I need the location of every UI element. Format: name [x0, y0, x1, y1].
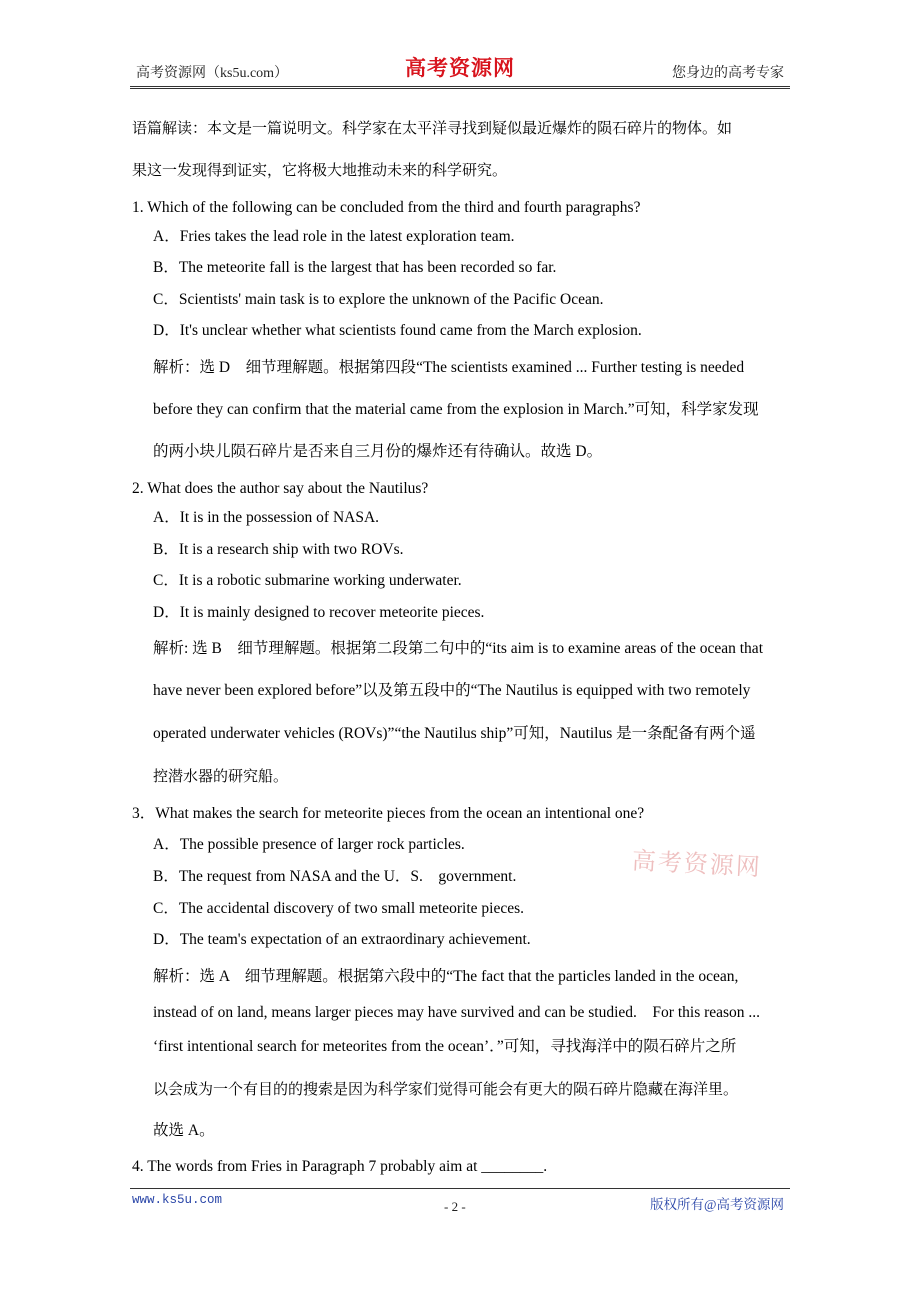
q1-option-d: D．It's unclear whether what scientists found came from the March explosion.: [153, 322, 642, 339]
footer-copyright: 版权所有@高考资源网: [650, 1197, 784, 1212]
q2-question: 2. What does the author say about the Nautilus?: [132, 480, 429, 497]
q1-option-c: C．Scientists' main task is to explore the unknown of the Pacific Ocean.: [153, 291, 604, 308]
q1-analysis-line-1: 解析：选 D 细节理解题。根据第四段“The scientists examined ... Further testing is needed: [153, 359, 745, 376]
header-site-name: 高考资源网（ks5u.com）: [136, 66, 289, 81]
header-divider-secondary: [130, 88, 790, 89]
q3-option-b: B．The request from NASA and the U．S. government.: [153, 868, 517, 885]
q1-analysis-line-3: 的两小块儿陨石碎片是否来自三月份的爆炸还有待确认。故选 D。: [153, 443, 603, 460]
q2-option-d: D．It is mainly designed to recover meteorite pieces.: [153, 604, 485, 621]
q2-option-a: A．It is in the possession of NASA.: [153, 509, 380, 526]
q3-analysis-line-1: 解析：选 A 细节理解题。根据第六段中的“The fact that the particles landed in the ocean,: [153, 968, 739, 985]
q2-analysis-line-3: operated underwater vehicles (ROVs)”“the Nautilus ship”可知，Nautilus 是一条配备有两个遥: [153, 725, 756, 742]
q4-question: 4. The words from Fries in Paragraph 7 probably aim at ________.: [132, 1158, 548, 1175]
q3-option-d: D．The team's expectation of an extraordinary achievement.: [153, 931, 531, 948]
q3-question: 3．What makes the search for meteorite pieces from the ocean an intentional one?: [132, 805, 645, 822]
q1-analysis-line-2: before they can confirm that the material came from the explosion in March.”可知，科学家发现: [153, 401, 759, 418]
intro-line-2: 果这一发现得到证实，它将极大地推动未来的科学研究。: [132, 161, 508, 179]
q1-option-a: A．Fries takes the lead role in the latest exploration team.: [153, 228, 515, 245]
q2-option-b: B．It is a research ship with two ROVs.: [153, 541, 404, 558]
header-logo: 高考资源网: [405, 55, 515, 80]
q2-analysis-line-4: 控潜水器的研究船。: [153, 767, 289, 785]
intro-line-1: 语篇解读：本文是一篇说明文。科学家在太平洋寻找到疑似最近爆炸的陨石碎片的物体。如: [132, 119, 733, 137]
q3-analysis-line-3: ‘first intentional search for meteorites from the ocean’．”可知，寻找海洋中的陨石碎片之所: [153, 1038, 737, 1055]
footer-divider: [130, 1188, 790, 1189]
q2-option-c: C．It is a robotic submarine working underwater.: [153, 572, 462, 589]
q3-option-a: A．The possible presence of larger rock particles.: [153, 836, 465, 853]
header-slogan: 您身边的高考专家: [672, 66, 784, 81]
q3-analysis-line-4: 以会成为一个有目的的搜索是因为科学家们觉得可能会有更大的陨石碎片隐藏在海洋里。: [153, 1080, 739, 1098]
header-divider: [130, 86, 790, 87]
q1-question: 1. Which of the following can be concluded from the third and fourth paragraphs?: [132, 199, 641, 216]
q2-analysis-line-2: have never been explored before”以及第五段中的“The Nautilus is equipped with two remotely: [153, 682, 751, 699]
watermark-stamp: 高考资源网: [631, 846, 763, 882]
q3-analysis-line-2: instead of on land, means larger pieces may have survived and can be studied. For this reason ...: [153, 1004, 761, 1021]
q3-option-c: C．The accidental discovery of two small meteorite pieces.: [153, 900, 525, 917]
q3-analysis-line-5: 故选 A。: [153, 1122, 215, 1139]
q2-analysis-line-1: 解析: 选 B 细节理解题。根据第二段第二句中的“its aim is to examine areas of the ocean that: [153, 640, 763, 657]
footer-site-link[interactable]: www.ks5u.com: [132, 1193, 223, 1207]
page-number: - 2 -: [444, 1199, 466, 1214]
q1-option-b: B．The meteorite fall is the largest that has been recorded so far.: [153, 259, 557, 276]
